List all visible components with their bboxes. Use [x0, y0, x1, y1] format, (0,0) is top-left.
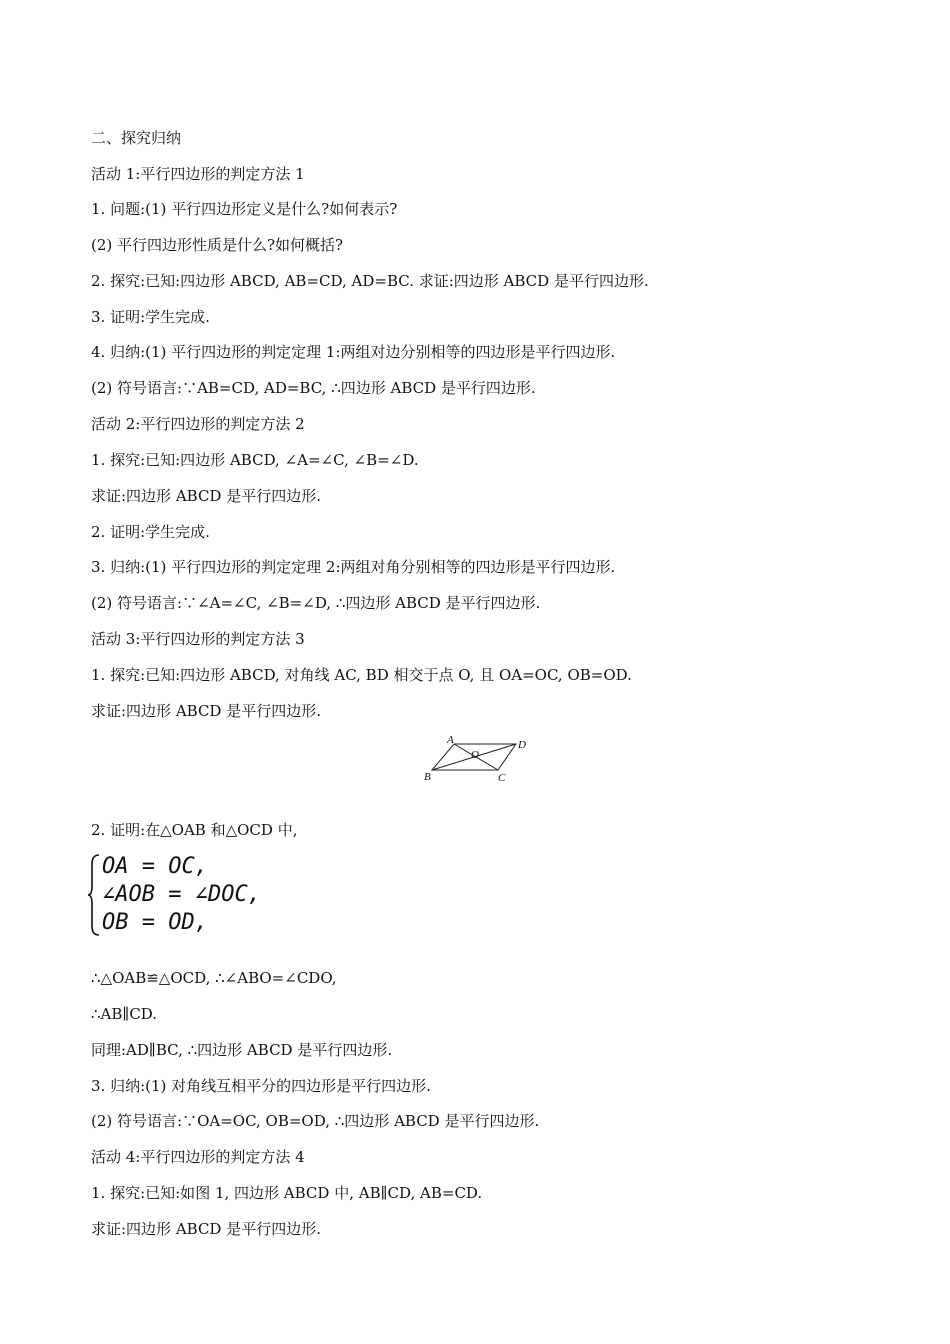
text-line: ∴△OAB≌△OCD, ∴∠ABO=∠CDO, [91, 969, 337, 987]
activity-4-title: 活动 4:平行四边形的判定方法 4 [91, 1148, 305, 1166]
text-line: 求证:四边形 ABCD 是平行四边形. [91, 702, 321, 720]
equation-line: ∠AOB = ∠DOC, [102, 882, 261, 907]
left-brace [88, 854, 100, 936]
text-line: 4. 归纳:(1) 平行四边形的判定定理 1:两组对边分别相等的四边形是平行四边形. [91, 343, 616, 361]
text-line: 2. 证明:在△OAB 和△OCD 中, [91, 821, 298, 839]
text-line: 1. 探究:已知:四边形 ABCD, ∠A=∠C, ∠B=∠D. [91, 451, 419, 469]
text-line: (2) 符号语言:∵∠A=∠C, ∠B=∠D, ∴四边形 ABCD 是平行四边形. [91, 594, 541, 612]
label-o: O [471, 749, 479, 761]
text-line: 3. 证明:学生完成. [91, 308, 210, 326]
text-line: 3. 归纳:(1) 对角线互相平分的四边形是平行四边形. [91, 1077, 431, 1095]
label-c: C [498, 772, 506, 784]
label-a: A [447, 734, 454, 746]
text-line: ∴AB∥CD. [91, 1005, 158, 1023]
activity-1-title: 活动 1:平行四边形的判定方法 1 [91, 165, 305, 183]
text-line: 求证:四边形 ABCD 是平行四边形. [91, 487, 321, 505]
text-line: 求证:四边形 ABCD 是平行四边形. [91, 1220, 321, 1238]
equation-system [88, 852, 288, 942]
label-b: B [424, 771, 431, 783]
parallelogram-figure [420, 732, 530, 787]
text-line: (2) 平行四边形性质是什么?如何概括? [91, 236, 344, 254]
text-line: 1. 问题:(1) 平行四边形定义是什么?如何表示? [91, 200, 398, 218]
text-line: 1. 探究:已知:四边形 ABCD, 对角线 AC, BD 相交于点 O, 且 OA=OC, OB=OD. [91, 666, 632, 684]
text-line: 2. 探究:已知:四边形 ABCD, AB=CD, AD=BC. 求证:四边形 ABCD 是平行四边形. [91, 272, 649, 290]
text-line: 2. 证明:学生完成. [91, 523, 210, 541]
equation-line: OB = OD, [102, 910, 208, 935]
activity-2-title: 活动 2:平行四边形的判定方法 2 [91, 415, 305, 433]
label-d: D [518, 739, 526, 751]
equation-line: OA = OC, [102, 854, 208, 879]
text-line: (2) 符号语言:∵OA=OC, OB=OD, ∴四边形 ABCD 是平行四边形. [91, 1112, 540, 1130]
text-line: 1. 探究:已知:如图 1, 四边形 ABCD 中, AB∥CD, AB=CD. [91, 1184, 483, 1202]
section-heading: 二、探究归纳 [91, 129, 182, 147]
text-line: 同理:AD∥BC, ∴四边形 ABCD 是平行四边形. [91, 1041, 393, 1059]
text-line: 3. 归纳:(1) 平行四边形的判定定理 2:两组对角分别相等的四边形是平行四边形. [91, 558, 616, 576]
activity-3-title: 活动 3:平行四边形的判定方法 3 [91, 630, 305, 648]
text-line: (2) 符号语言:∵AB=CD, AD=BC, ∴四边形 ABCD 是平行四边形. [91, 379, 536, 397]
